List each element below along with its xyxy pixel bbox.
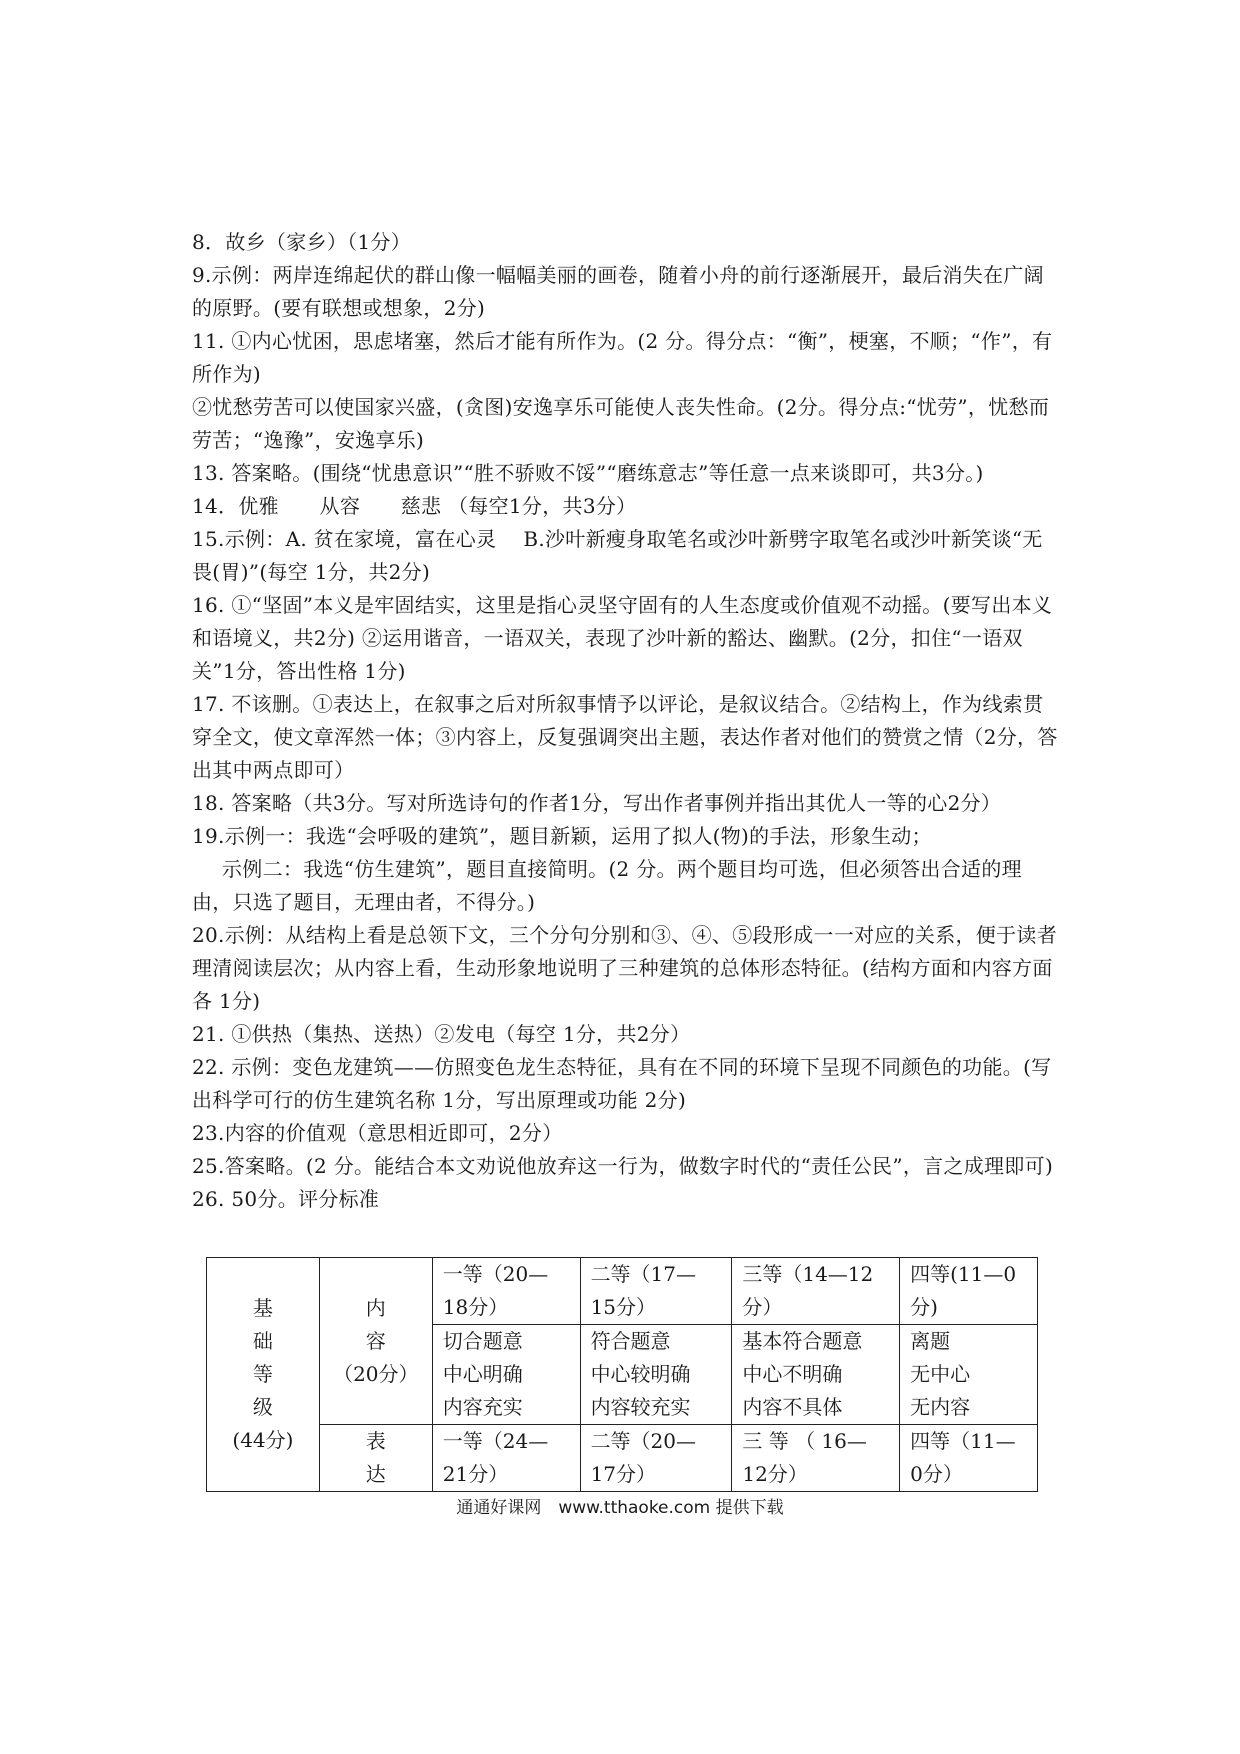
basic-grade-cell: 基 础 等 级 (44分) — [207, 1258, 320, 1492]
content-label-cell: 内 容 （20分） — [319, 1258, 432, 1425]
answer-20: 20.示例：从结构上看是总领下文，三个分句分别和③、④、⑤段形成一一对应的关系，便于读者理清阅读层次；从内容上看，生动形象地说明了三种建筑的总体形态特征。(结构方面和内容方面各 1分) — [192, 923, 1058, 1013]
content-desc-3: 基本符合题意 中心不明确 内容不具体 — [732, 1325, 900, 1425]
content-desc-4: 离题 无中心 无内容 — [900, 1325, 1038, 1425]
expression-level-4: 四等（11—0分） — [900, 1425, 1038, 1492]
answer-23: 23.内容的价值观（意思相近即可，2分） — [192, 1121, 563, 1145]
answer-19-example-1: 19.示例一：我选“会呼吸的建筑”，题目新颖，运用了拟人(物)的手法，形象生动； — [192, 824, 932, 848]
content-level-1: 一等（20—18分） — [432, 1258, 580, 1325]
expression-level-2: 二等（20—17分） — [580, 1425, 732, 1492]
answer-17: 17. 不该删。①表达上，在叙事之后对所叙事情予以评论，是叙议结合。②结构上，作为线索贯穿全文，使文章浑然一体；③内容上，反复强调突出主题，表达作者对他们的赞赏之情（2分，答出其中两点即可） — [192, 692, 1058, 782]
answer-key — [192, 226, 1058, 1216]
content-level-2: 二等（17—15分） — [580, 1258, 732, 1325]
answer-9: 9.示例：两岸连绵起伏的群山像一幅幅美丽的画卷，随着小舟的前行逐渐展开，最后消失在广阔的原野。(要有联想或想象，2分) — [192, 263, 1044, 320]
table-row — [207, 1258, 1038, 1325]
answer-15: 15.示例：A. 贫在家境，富在心灵 B.沙叶新瘦身取笔名或沙叶新劈字取笔名或沙叶新笑谈“无畏(胃)”(每空 1分，共2分) — [192, 527, 1043, 584]
grading-table — [206, 1257, 1038, 1492]
answer-25: 25.答案略。(2 分。能结合本文劝说他放弃这一行为，做数字时代的“责任公民”，言之成理即可) — [192, 1154, 1054, 1178]
answer-8: 8．故乡（家乡）（1分） — [192, 230, 412, 254]
content-level-3: 三等（14—12分） — [732, 1258, 900, 1325]
answer-11-1: 11. ①内心忧困，思虑堵塞，然后才能有所作为。(2 分。得分点：“衡”，梗塞，不顺；“作”，有所作为) — [192, 329, 1053, 386]
answer-22: 22. 示例：变色龙建筑——仿照变色龙生态特征，具有在不同的环境下呈现不同颜色的功能。(写出科学可行的仿生建筑名称 1分，写出原理或功能 2分) — [192, 1055, 1052, 1112]
table-row — [207, 1425, 1038, 1492]
content-desc-2: 符合题意 中心较明确 内容较充实 — [580, 1325, 732, 1425]
expression-level-3: 三 等 （ 16—12分） — [732, 1425, 900, 1492]
page-footer: 通通好课网 www.tthaoke.com 提供下载 — [456, 1498, 784, 1518]
answer-14: 14．优雅 从容 慈悲 （每空1分，共3分） — [192, 494, 637, 518]
answer-19-example-2: 示例二：我选“仿生建筑”，题目直接简明。(2 分。两个题目均可选，但必须答出合适的理由，只选了题目，无理由者，不得分。) — [192, 857, 1022, 914]
content-desc-1: 切合题意 中心明确 内容充实 — [432, 1325, 580, 1425]
answer-21: 21. ①供热（集热、送热）②发电（每空 1分，共2分） — [192, 1022, 691, 1046]
expression-level-1: 一等（24—21分） — [432, 1425, 580, 1492]
answer-16: 16. ①“坚固”本义是牢固结实，这里是指心灵坚守固有的人生态度或价值观不动摇。(要写出本义和语境义，共2分) ②运用谐音，一语双关，表现了沙叶新的豁达、幽默。(2分，扣住“一语双关”1分，答出性格 1分) — [192, 593, 1053, 683]
answer-13: 13. 答案略。(围绕“忧患意识”“胜不骄败不馁”“磨练意志”等任意一点来谈即可，共3分。) — [192, 461, 984, 485]
answer-18: 18. 答案略（共3分。写对所选诗句的作者1分，写出作者事例并指出其优人一等的心2分） — [192, 791, 1002, 815]
answer-26: 26. 50分。评分标准 — [192, 1187, 380, 1211]
content-level-4: 四等(11—0分) — [900, 1258, 1038, 1325]
answer-11-2: ②忧愁劳苦可以使国家兴盛，(贪图)安逸享乐可能使人丧失性命。(2分。得分点:“忧劳”，忧愁而劳苦；“逸豫”，安逸享乐) — [192, 395, 1050, 452]
expression-label-cell: 表 达 — [319, 1425, 432, 1492]
